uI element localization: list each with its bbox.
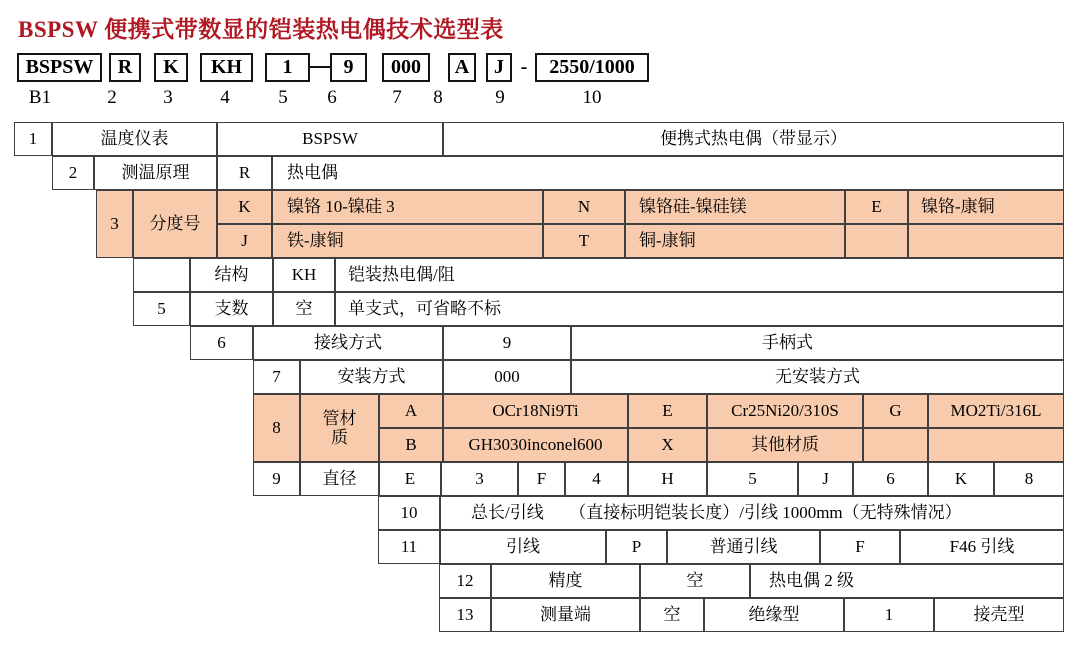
cell-r8-code-x: X xyxy=(628,428,707,462)
model-box-graduation: K xyxy=(154,53,188,82)
cell-r9-val-8: 8 xyxy=(994,462,1064,496)
cell-r3-label: 分度号 xyxy=(133,190,217,258)
cell-r13-desc-grounded: 接壳型 xyxy=(934,598,1064,632)
cell-r5-label: 支数 xyxy=(190,292,273,326)
cell-r9-val-4: 4 xyxy=(565,462,628,496)
cell-r4-desc: 铠装热电偶/阻 xyxy=(335,258,1064,292)
cell-r9-num: 9 xyxy=(253,462,300,496)
cell-r13-code-1: 1 xyxy=(844,598,934,632)
cell-r8-label xyxy=(300,394,379,462)
cell-r8-desc-e: Cr25Ni20/310S xyxy=(707,394,863,428)
cell-r10-num: 10 xyxy=(378,496,440,530)
cell-r13-num: 13 xyxy=(439,598,491,632)
cell-r11-desc-p: 普通引线 xyxy=(667,530,820,564)
cell-r10-desc: 总长/引线 （直接标明铠装长度）/引线 1000mm（无特殊情况） xyxy=(440,496,1064,530)
cell-r8-desc-g: MO2Ti/316L xyxy=(928,394,1064,428)
model-box-count: 1 xyxy=(265,53,310,82)
cell-r8-code-a: A xyxy=(379,394,443,428)
position-label-5: 5 xyxy=(278,87,288,108)
model-box-series: BSPSW xyxy=(17,53,102,82)
model-box-material: A xyxy=(448,53,476,82)
cell-r9-val-6: 6 xyxy=(853,462,928,496)
cell-r8-desc-x: 其他材质 xyxy=(707,428,863,462)
cell-r3-desc-t: 铜-康铜 xyxy=(625,224,845,258)
position-label-10: 10 xyxy=(582,87,602,108)
cell-r6-code: 9 xyxy=(443,326,571,360)
cell-r9-code-j: J xyxy=(798,462,853,496)
cell-r8-code-b: B xyxy=(379,428,443,462)
cell-r8-code-e: E xyxy=(628,394,707,428)
cell-r8-empty-code xyxy=(863,428,928,462)
cell-r4-num-empty xyxy=(133,258,190,292)
cell-r4-label: 结构 xyxy=(190,258,273,292)
cell-r6-desc: 手柄式 xyxy=(571,326,1064,360)
cell-r12-code: 空 xyxy=(640,564,750,598)
cell-r11-code-p: P xyxy=(606,530,667,564)
cell-r4-code: KH xyxy=(273,258,335,292)
position-label-2: 2 xyxy=(107,87,117,108)
model-box-length: 2550/1000 xyxy=(535,53,649,82)
cell-r6-num: 6 xyxy=(190,326,253,360)
cell-r1-code: BSPSW xyxy=(217,122,443,156)
cell-r8-label-line2: 质 xyxy=(331,428,348,447)
cell-r11-num: 11 xyxy=(378,530,440,564)
cell-r3-code-j: J xyxy=(217,224,272,258)
cell-r12-label: 精度 xyxy=(491,564,640,598)
cell-r5-desc: 单支式，可省略不标 xyxy=(335,292,1064,326)
cell-r12-desc: 热电偶 2 级 xyxy=(750,564,1064,598)
cell-r9-code-e: E xyxy=(379,462,441,496)
cell-r9-val-3: 3 xyxy=(441,462,518,496)
cell-r2-label: 测温原理 xyxy=(94,156,217,190)
cell-r5-code: 空 xyxy=(273,292,335,326)
cell-r3-code-e: E xyxy=(845,190,908,224)
cell-r9-code-f: F xyxy=(518,462,565,496)
cell-r8-desc-a: OCr18Ni9Ti xyxy=(443,394,628,428)
cell-r7-code: 000 xyxy=(443,360,571,394)
cell-r3-empty-code xyxy=(845,224,908,258)
cell-r8-num: 8 xyxy=(253,394,300,462)
model-box-wiring: 9 xyxy=(330,53,367,82)
cell-r5-num: 5 xyxy=(133,292,190,326)
cell-r9-code-h: H xyxy=(628,462,707,496)
cell-r3-code-n: N xyxy=(543,190,625,224)
cell-r3-code-k: K xyxy=(217,190,272,224)
cell-r13-code-empty: 空 xyxy=(640,598,704,632)
cell-r13-desc-insulated: 绝缘型 xyxy=(704,598,844,632)
cell-r3-desc-n: 镍铬硅-镍硅镁 xyxy=(625,190,845,224)
model-box-principle: R xyxy=(109,53,141,82)
cell-r9-code-k: K xyxy=(928,462,994,496)
cell-r8-desc-b: GH3030inconel600 xyxy=(443,428,628,462)
cell-r3-desc-k: 镍铬 10-镍硅 3 xyxy=(272,190,543,224)
cell-r7-num: 7 xyxy=(253,360,300,394)
connector-dash xyxy=(310,66,330,68)
position-label-6: 6 xyxy=(327,87,337,108)
cell-r7-desc: 无安装方式 xyxy=(571,360,1064,394)
cell-r11-code-f: F xyxy=(820,530,900,564)
cell-r1-num: 1 xyxy=(14,122,52,156)
cell-r11-label: 引线 xyxy=(440,530,606,564)
position-label-3: 3 xyxy=(163,87,173,108)
cell-r12-num: 12 xyxy=(439,564,491,598)
cell-r2-desc: 热电偶 xyxy=(272,156,1064,190)
cell-r9-val-5: 5 xyxy=(707,462,798,496)
model-box-structure: KH xyxy=(200,53,253,82)
cell-r7-label: 安装方式 xyxy=(300,360,443,394)
cell-r2-code: R xyxy=(217,156,272,190)
cell-r3-desc-e: 镍铬-康铜 xyxy=(908,190,1064,224)
cell-r9-label: 直径 xyxy=(300,462,379,496)
model-box-mounting: 000 xyxy=(382,53,430,82)
cell-r3-desc-j: 铁-康铜 xyxy=(272,224,543,258)
cell-r2-num: 2 xyxy=(52,156,94,190)
cell-r13-label: 测量端 xyxy=(491,598,640,632)
cell-r3-num: 3 xyxy=(96,190,133,258)
position-label-7: 7 xyxy=(392,87,402,108)
cell-r8-code-g: G xyxy=(863,394,928,428)
cell-r11-desc-f: F46 引线 xyxy=(900,530,1064,564)
cell-r8-empty-desc xyxy=(928,428,1064,462)
cell-r3-code-t: T xyxy=(543,224,625,258)
cell-r3-empty-desc xyxy=(908,224,1064,258)
hyphen-separator: - xyxy=(520,56,528,78)
position-label-9: 9 xyxy=(495,87,505,108)
position-label-b1: B1 xyxy=(28,87,52,108)
cell-r1-desc: 便携式热电偶（带显示） xyxy=(443,122,1064,156)
cell-r6-label: 接线方式 xyxy=(253,326,443,360)
position-label-4: 4 xyxy=(220,87,230,108)
cell-r1-label: 温度仪表 xyxy=(52,122,217,156)
page-title: BSPSW 便携式带数显的铠装热电偶技术选型表 xyxy=(18,17,504,42)
model-box-diameter: J xyxy=(486,53,512,82)
position-label-8: 8 xyxy=(433,87,443,108)
cell-r8-label-line1: 管材 xyxy=(322,408,357,428)
